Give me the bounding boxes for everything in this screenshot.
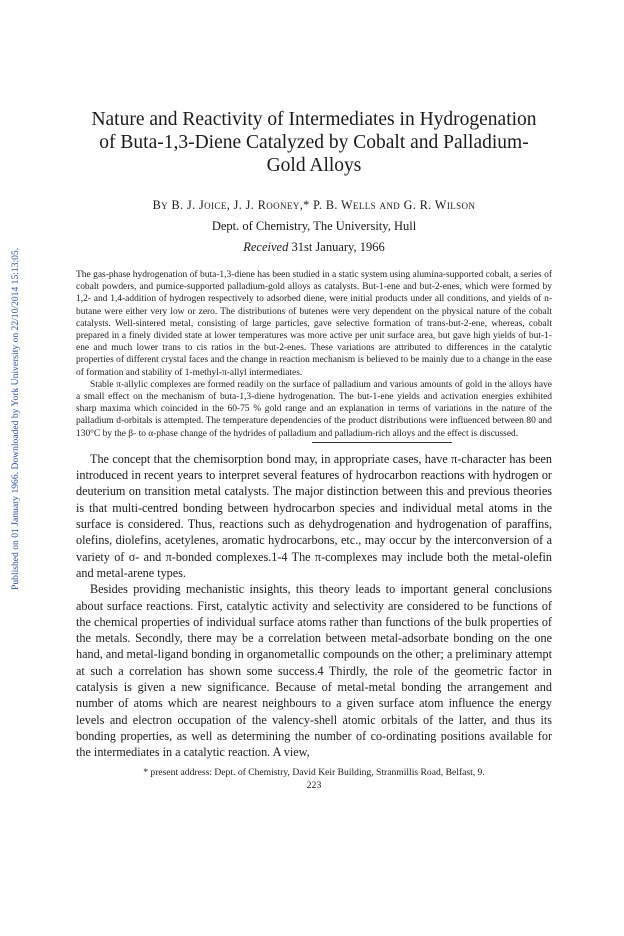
received-line [76,240,552,255]
received-label: Received [243,240,289,254]
body-paragraph: The concept that the chemisorption bond may, in appropriate cases, have π-character has been introduced in recent years to interpret several features of hydrocarbon reactions with hydrogen or deuterium on transition metal catalysts. The major distinction between this and previous theories is that multi-centred bonding between hydrocarbon species and individual metal atoms in the surface is considered. Thus, reactions such as dehydrogenation and hydrogenation of paraffins, olefins, diolefins, acetylenes, aromatic hydrocarbons, etc., may occur by the interconversion of a variety of σ- and π-bonded complexes.1-4 The π-complexes may include both the metal-olefin and metal-arene types. [76,451,552,580]
page-number: 223 [306,780,322,792]
download-watermark [2,120,21,590]
footnote: * present address: Dept. of Chemistry, David Keir Building, Stranmillis Road, Belfast, 9. [143,767,485,779]
body-text [76,451,552,761]
affiliation: Dept. of Chemistry, The University, Hull [211,219,417,233]
abstract-paragraph: Stable π-allylic complexes are formed readily on the surface of palladium and various amounts of gold in the alloys have a small effect on the mechanism of buta-1,3-diene hydrogenation. The but-1-ene yields and activation energies exhibited sharp maxima which coincided in the 60-75 % gold range and an explanation in terms of variations in the nature of the palladium d-orbitals is attempted. The temperature dependencies of the product distributions were influenced between 80 and 130°C by the β- to α-phase change of the hydrides of palladium and palladium-rich alloys and the effect is discussed. [76,379,552,439]
article-title: Nature and Reactivity of Intermediates in Hydrogenation of Buta-1,3-Diene Catalyzed by Cobalt and Palladium-Gold Alloys [91,109,537,176]
received-date: 31st January, 1966 [291,240,385,254]
abstract [76,269,552,440]
download-watermark-text: Published on 01 January 1966. Downloaded by York University on 22/10/2014 15:13:05. [10,247,21,590]
author-line: By B. J. Joice, J. J. Rooney,* P. B. Wells and G. R. Wilson [152,198,476,212]
article-page [76,108,552,791]
abstract-paragraph: The gas-phase hydrogenation of buta-1,3-diene has been studied in a static system using alumina-supported cobalt, a series of cobalt powders, and pumice-supported palladium-gold alloys as catalysts. But-1-ene and but-2-enes, which were formed by 1,2- and 1,4-addition of hydrogen respectively to adsorbed diene, were initial products under all conditions, and yields of n-butane were either very low or zero. The distributions of butenes were very dependent on the physical nature of the cobalt catalysts. Well-sintered metal, consisting of large particles, gave selective formation of trans-but-2-ene, whereas, cobalt prepared in a finely divided state at lower temperatures was more active per unit surface area, but gave high yields of but-1-ene and much lower trans to cis ratios in the but-2-enes. These variations are attributed to differences in the catalytic properties of different crystal faces and the change in reaction mechanism is believed to be mainly due to a change in the ease of formation and stability of 1-methyl-π-allyl intermediates. [76,270,552,378]
section-divider [312,442,452,443]
body-paragraph: Besides providing mechanistic insights, this theory leads to important general conclusions about surface reactions. First, catalytic activity and selectivity are considered to be functions of the chemical properties of individual surface atoms rather than functions of the bulk properties of the metals. Secondly, there may be a correlation between metal-adsorbate bonding on the one hand, and metal-ligand bonding in organometallic compounds on the other; a preliminary attempt at such a correlation has shown some success.4 Thirdly, the role of the geometric factor in catalysis is given a new significance. Because of metal-metal bonding the arrangement and number of atoms which are nearest neighbours to a given surface atom influence the energy levels and electron occupation of the valency-shell atomic orbitals of the latter, and thus its bonding properties, as well as determining the number of co-ordinating positions available for the intermediates in a catalytic reaction. A view, [76,582,552,760]
